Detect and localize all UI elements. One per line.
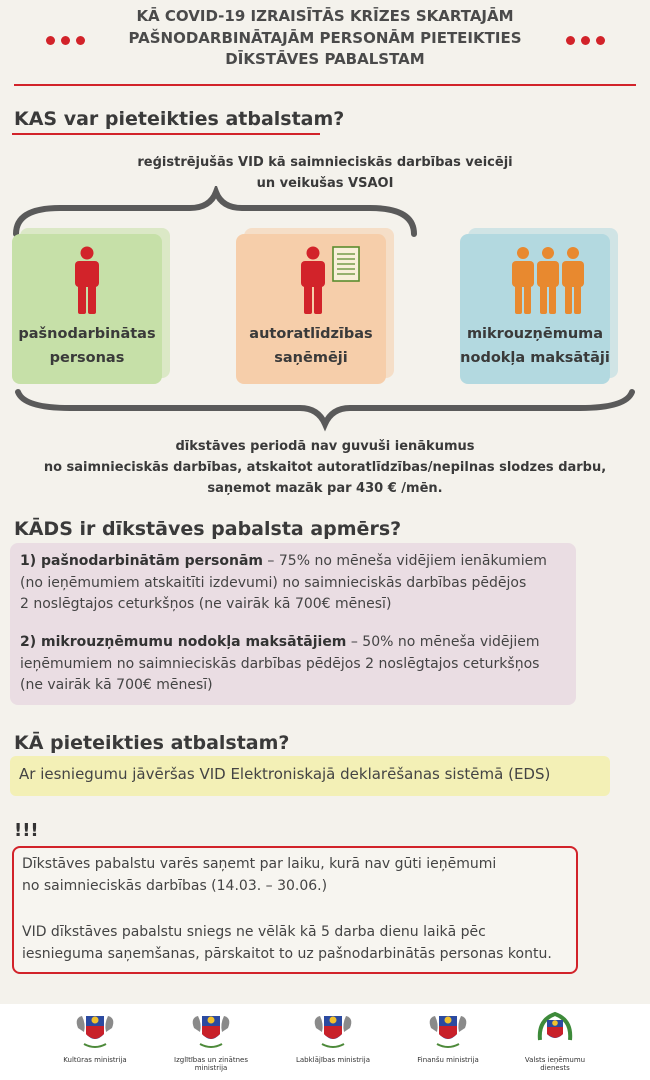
who-top-line-1: reģistrējušās VID kā saimnieciskās darbības veicēji — [137, 155, 513, 170]
amount-item-2-line-2: ieņēmumiem no saimnieciskās darbības pēdējos 2 noslēgtajos ceturkšņos — [20, 655, 540, 672]
note-p1-line-1: Dīkstāves pabalstu varēs saņemt par laiku, kurā nav gūti ieņēmumi — [22, 856, 497, 872]
note-p1-line-2: no saimnieciskās darbības (14.03. – 30.06.) — [22, 877, 328, 894]
amount-item-1-text: – 75% no mēneša vidējiem ienākumiem — [262, 553, 547, 569]
coat-of-arms-icon — [532, 1010, 578, 1050]
coat-of-arms-icon — [188, 1010, 234, 1050]
who-heading: KAS var pieteikties atbalstam? — [14, 108, 345, 130]
title-line-1: KĀ COVID-19 IZRAISĪTĀS KRĪZES SKARTAJĀM — [136, 7, 514, 25]
amount-item-2 — [20, 632, 570, 697]
title-line-3: DĪKSTĀVES PABALSTAM — [225, 50, 425, 68]
who-bottom-line-2: no saimnieciskās darbības, atskaitot autoratlīdzības/nepilnas slodzes darbu, — [43, 460, 607, 475]
logo-culture-ministry — [50, 1010, 140, 1064]
card-label-line-1: autoratlīdzības — [249, 326, 373, 342]
person-icon — [72, 246, 102, 314]
decor-dots-right — [566, 36, 605, 45]
card-label — [460, 322, 610, 370]
logo-caption — [403, 1056, 493, 1064]
how-heading: KĀ pieteikties atbalstam? — [14, 732, 290, 754]
note-p2-line-2: iesnieguma saņemšanas, pārskaitot to uz pašnodarbinātās personas kontu. — [22, 945, 552, 962]
caption-line-1: Izglītības un zinātnes — [174, 1056, 248, 1064]
decor-dots-left — [46, 36, 85, 45]
caption-line-2: ministrija — [194, 1064, 228, 1072]
note-box — [12, 846, 578, 974]
logo-caption — [166, 1056, 256, 1072]
logo-education-ministry — [166, 1010, 256, 1072]
card-label-line-2: saņēmēji — [274, 350, 348, 366]
how-highlight — [10, 756, 610, 796]
who-top-line-2: un veikušas VSAOI — [256, 176, 394, 191]
note-p2-line-1: VID dīkstāves pabalstu sniegs ne vēlāk kā 5 darba dienu laikā pēc — [22, 924, 486, 940]
card-label-line-1: pašnodarbinātas — [18, 326, 156, 342]
amount-item-1-line-3: 2 noslēgtajos ceturkšņos (ne vairāk kā 700€ mēnesī) — [20, 596, 392, 612]
amount-heading: KĀDS ir dīkstāves pabalsta apmērs? — [14, 518, 402, 540]
card-self-employed — [12, 234, 162, 384]
card-label-line-2: personas — [49, 350, 125, 366]
amount-item-2-text: – 50% no mēneša vidējiem — [346, 634, 540, 650]
header-divider — [14, 84, 636, 86]
card-label — [236, 322, 386, 370]
coat-of-arms-icon — [72, 1010, 118, 1050]
logo-caption — [50, 1056, 140, 1064]
card-label — [12, 322, 162, 370]
card-royalty-recipients — [236, 234, 386, 384]
page-title — [110, 6, 540, 71]
caption-line-1: Kultūras ministrija — [63, 1056, 127, 1064]
coat-of-arms-icon — [425, 1010, 471, 1050]
document-icon — [332, 246, 360, 282]
logo-caption — [288, 1056, 378, 1064]
note-paragraph-2 — [22, 922, 570, 965]
caption-line-1: Labklājības ministrija — [295, 1056, 370, 1064]
amount-item-2-line-3: (ne vairāk kā 700€ mēnesī) — [20, 677, 213, 693]
bottom-brace — [0, 384, 650, 432]
who-bottom-line-1: dīkstāves periodā nav guvuši ienākumus — [175, 439, 475, 454]
caption-line-1: Finanšu ministrija — [417, 1056, 479, 1064]
who-heading-underline — [12, 133, 320, 135]
attention-marks: !!! — [14, 820, 39, 841]
caption-line-2: dienests — [540, 1064, 570, 1072]
logo-finance-ministry — [403, 1010, 493, 1064]
coat-of-arms-icon — [310, 1010, 356, 1050]
title-line-2: PAŠNODARBINĀTAJĀM PERSONĀM PIETEIKTIES — [128, 28, 522, 47]
logo-caption — [510, 1056, 600, 1072]
amount-item-1 — [20, 551, 570, 616]
logo-state-revenue-service — [510, 1010, 600, 1072]
caption-line-1: Valsts ieņēmumu — [524, 1056, 586, 1064]
card-label-line-1: mikrouzņēmuma — [466, 326, 604, 342]
people-group-icon — [510, 246, 586, 314]
amount-panel — [10, 543, 576, 705]
who-bottom-line-3: saņemot mazāk par 430 € /mēn. — [207, 481, 443, 496]
how-text: Ar iesniegumu jāvēršas VID Elektroniskajā deklarēšanas sistēmā (EDS) — [19, 765, 551, 783]
person-icon — [298, 246, 328, 314]
card-label-line-2: nodokļa maksātāji — [460, 350, 610, 366]
who-bottom-text — [0, 436, 650, 499]
card-microenterprise-taxpayers — [460, 234, 610, 384]
logo-welfare-ministry — [288, 1010, 378, 1064]
amount-item-2-title: 2) mikrouzņēmumu nodokļa maksātājiem — [20, 634, 347, 650]
amount-item-1-line-2: (no ieņēmumiem atskaitīti izdevumi) no saimnieciskās darbības pēdējos — [20, 574, 527, 591]
note-paragraph-1 — [22, 854, 570, 897]
amount-item-1-title: 1) pašnodarbinātām personām — [20, 553, 263, 569]
